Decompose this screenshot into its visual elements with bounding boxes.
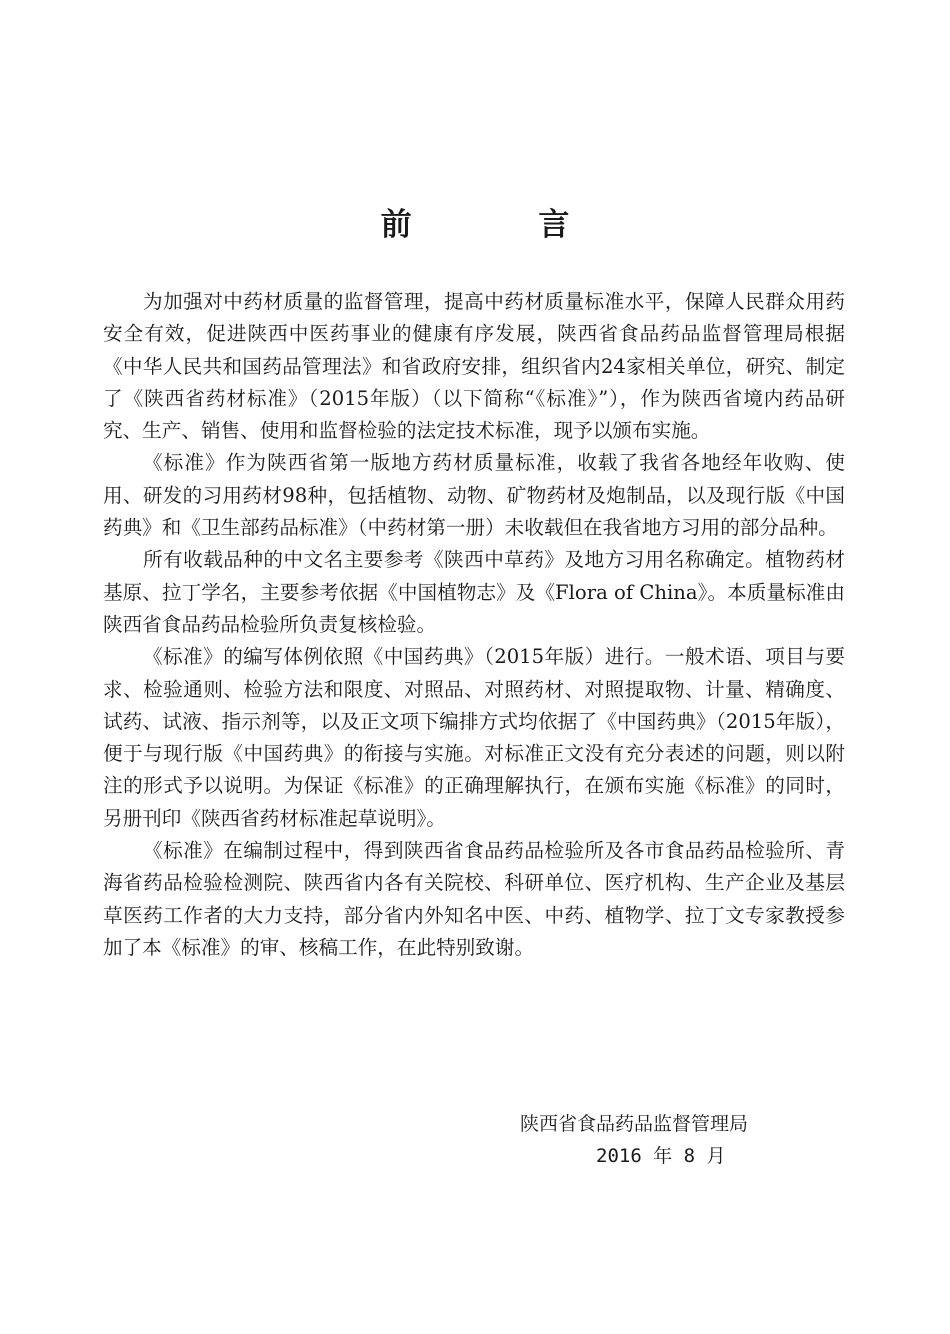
signature-block bbox=[520, 1108, 800, 1172]
signature-organization: 陕西省食品药品监督管理局 bbox=[520, 1113, 749, 1135]
page-title: 前 言 bbox=[380, 207, 628, 243]
paragraph-2: 《标准》作为陕西省第一版地方药材质量标准，收载了我省各地经年收购、使用、研发的习用药材98种，包括植物、动物、矿物药材及炮制品，以及现行版《中国药典》和《卫生部药品标准》（中药材第一册）未收载但在我省地方习用的部分品种。 bbox=[103, 451, 845, 540]
paragraph-4: 《标准》的编写体例依照《中国药典》（2015年版）进行。一般术语、项目与要求、检验通则、检验方法和限度、对照品、对照药材、对照提取物、计量、精确度、试药、试液、指示剂等，以及正文项下编排方式均依据了《中国药典》（2015年版），便于与现行版《中国药典》的衔接与实施。对标准正文没有充分表述的问题，则以附注的形式予以说明。为保证《标准》的正确理解执行，在颁布实施《标准》的同时，另册刊印《陕西省药材标准起草说明》。 bbox=[103, 645, 845, 830]
paragraph-5: 《标准》在编制过程中，得到陕西省食品药品检验所及各市食品药品检验所、青海省药品检验检测院、陕西省内各有关院校、科研单位、医疗机构、生产企业及基层草医药工作者的大力支持，部分省内外知名中医、中药、植物学、拉丁文专家教授参加了本《标准》的审、核稿工作，在此特别致谢。 bbox=[103, 839, 845, 959]
preface-body bbox=[103, 286, 845, 964]
signature-date: 2016 年 8 月 bbox=[596, 1145, 726, 1167]
paragraph-3: 所有收载品种的中文名主要参考《陕西中草药》及地方习用名称确定。植物药材基原、拉丁学名，主要参考依据《中国植物志》及《Flora of China》。本质量标准由陕西省食品药品检验所负责复核检验。 bbox=[103, 548, 845, 636]
paragraph-1: 为加强对中药材质量的监督管理，提高中药材质量标准水平，保障人民群众用药安全有效，促进陕西中医药事业的健康有序发展，陕西省食品药品监督管理局根据《中华人民共和国药品管理法》和省政府安排，组织省内24家相关单位，研究、制定了《陕西省药材标准》（2015年版）（以下简称“《标准》”），作为陕西省境内药品研究、生产、销售、使用和监督检验的法定技术标准，现予以颁布实施。 bbox=[103, 290, 845, 443]
